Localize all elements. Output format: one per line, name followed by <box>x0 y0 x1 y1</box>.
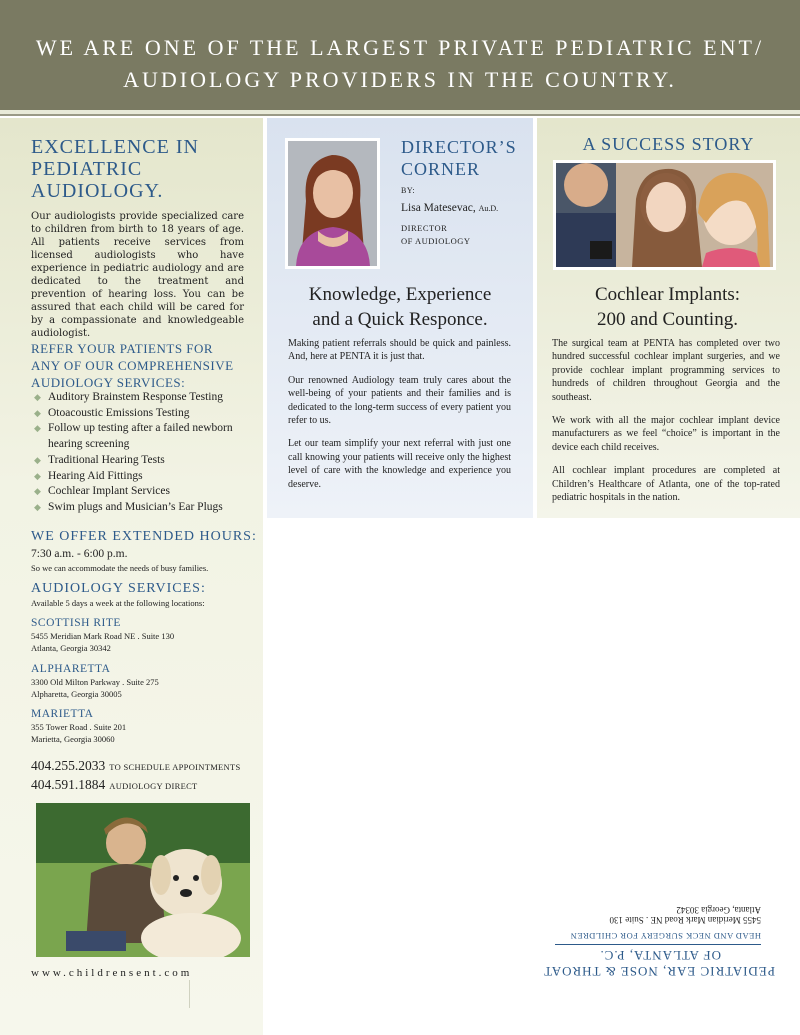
excellence-heading-line-3: AUDIOLOGY. <box>31 180 164 202</box>
success-story-body <box>552 337 780 514</box>
phone-audiology-direct[interactable] <box>31 776 198 794</box>
phone-label: AUDIOLOGY DIRECT <box>109 781 198 791</box>
phone-label: TO SCHEDULE APPOINTMENTS <box>109 762 241 772</box>
bullet-icon: ◆ <box>34 392 41 402</box>
teens-illustration <box>556 163 773 267</box>
location-name: ALPHARETTA <box>31 663 111 675</box>
director-photo <box>285 138 380 269</box>
fold-mark <box>189 980 190 1008</box>
teens-photo <box>553 160 776 270</box>
audiology-services-note: Available 5 days a week at the following locations: <box>31 598 205 608</box>
top-banner <box>0 0 800 110</box>
success-story-title: A SUCCESS STORY <box>582 134 755 154</box>
cochlear-heading-line-2: 200 and Counting. <box>597 309 738 330</box>
hours-note: So we can accommodate the needs of busy families. <box>31 563 209 573</box>
directors-corner-title-line-1: DIRECTOR’S <box>401 137 517 157</box>
website-link[interactable]: www.childrensent.com <box>31 967 193 979</box>
location-address: 3300 Old Milton Parkway . Suite 275 <box>31 677 159 687</box>
director-name-text: Lisa Matesevac, <box>401 202 476 214</box>
byline-label: BY: <box>401 186 416 195</box>
service-label: Traditional Hearing Tests <box>48 453 165 466</box>
location-address: 5455 Meridian Mark Road NE . Suite 130 <box>31 631 175 641</box>
location-name: MARIETTA <box>31 708 94 720</box>
excellence-heading-line-1: EXCELLENCE IN <box>31 136 199 158</box>
success-paragraph: We work with all the major cochlear implant device manufacturers as we feel “choice” is important in the device each child receives. <box>552 415 780 453</box>
service-label: Follow up testing after a failed newborn hearing screening <box>48 422 233 451</box>
hours-heading: WE OFFER EXTENDED HOURS: <box>31 529 257 544</box>
refer-heading-line-2: ANY OF OUR COMPREHENSIVE <box>31 358 234 373</box>
refer-heading-line-1: REFER YOUR PATIENTS FOR <box>31 341 214 356</box>
cochlear-heading-line-1: Cochlear Implants: <box>594 284 741 305</box>
cochlear-heading <box>545 282 790 332</box>
knowledge-heading <box>280 282 520 332</box>
service-label: Swim plugs and Musician’s Ear Plugs <box>48 500 223 513</box>
practice-name-line-2: OF ATLANTA, P.C. <box>599 948 721 963</box>
knowledge-heading-line-2: and a Quick Responce. <box>312 309 488 330</box>
service-label: Otoacoustic Emissions Testing <box>48 406 190 419</box>
hours-time: 7:30 a.m. - 6:00 p.m. <box>31 548 128 560</box>
list-item <box>34 421 262 452</box>
banner-rule-dark <box>0 114 800 116</box>
mailer-rule <box>555 944 761 945</box>
success-paragraph: All cochlear implant procedures are completed at Children’s Healthcare of Atlanta, one of the top-rated pediatric hospitals in the nation. <box>552 465 780 504</box>
list-item <box>34 390 262 406</box>
mailer-return-address <box>515 905 775 979</box>
services-list <box>34 390 262 516</box>
list-item <box>34 500 262 516</box>
service-label: Cochlear Implant Services <box>48 485 170 498</box>
director-role-line-1: DIRECTOR <box>401 223 448 233</box>
mailer-address: 5455 Meridian Mark Road NE . Suite 130 <box>609 915 761 925</box>
director-paragraph: Let our team simplify your next referral with just one call knowing your patients will receive only the highest level of care with the knowledge and experience you deserve. <box>288 438 511 490</box>
excellence-heading <box>31 136 199 202</box>
location-scottish-rite <box>31 616 261 654</box>
refer-heading <box>31 340 234 391</box>
location-alpharetta <box>31 662 261 700</box>
director-paragraph: Making patient referrals should be quick and painless. And, here at PENTA it is just that. <box>288 338 511 363</box>
success-paragraph: The surgical team at PENTA has completed over two hundred successful cochlear implant surgeries, and we provide cochlear implant programming services to hundreds of children throughout Georgia and the southeast. <box>552 338 780 403</box>
bullet-icon: ◆ <box>34 407 41 418</box>
list-item <box>34 469 262 485</box>
refer-heading-line-3: AUDIOLOGY SERVICES: <box>31 375 186 390</box>
bullet-icon: ◆ <box>34 454 41 465</box>
banner-line-2: AUDIOLOGY PROVIDERS IN THE COUNTRY. <box>123 67 677 92</box>
bullet-icon: ◆ <box>34 501 41 512</box>
service-label: Hearing Aid Fittings <box>48 469 143 482</box>
location-marietta <box>31 707 261 745</box>
directors-corner-title <box>401 136 517 180</box>
director-role-line-2: OF AUDIOLOGY <box>401 236 471 246</box>
directors-corner-title-line-2: CORNER <box>401 159 481 179</box>
photo-illustration <box>36 803 250 957</box>
practice-name-line-1: PEDIATRIC EAR, NOSE & THROAT <box>543 964 775 979</box>
banner-headline <box>0 32 800 96</box>
location-city: Atlanta, Georgia 30342 <box>31 643 111 653</box>
practice-tagline: HEAD AND NECK SURGERY FOR CHILDREN <box>570 931 761 941</box>
location-city: Alpharetta, Georgia 30005 <box>31 689 122 699</box>
location-address: 355 Tower Road . Suite 201 <box>31 722 127 732</box>
mailer-city: Atlanta, Georgia 30342 <box>676 905 761 915</box>
list-item <box>34 406 262 422</box>
director-credential: Au.D. <box>478 204 499 213</box>
bullet-icon: ◆ <box>34 486 41 497</box>
phone-appointments[interactable] <box>31 757 241 775</box>
director-name <box>401 202 498 214</box>
audiology-services-heading: AUDIOLOGY SERVICES: <box>31 581 206 596</box>
excellence-heading-line-2: PEDIATRIC <box>31 158 143 180</box>
list-item <box>34 484 262 500</box>
list-item <box>34 453 262 469</box>
location-city: Marietta, Georgia 30060 <box>31 734 115 744</box>
boy-with-dog-photo <box>36 803 250 957</box>
director-paragraph: Our renowned Audiology team truly cares about the well-being of your patients and their families and is dedicated to the long-term success of every patient you refer to us. <box>288 374 511 427</box>
location-name: SCOTTISH RITE <box>31 617 121 629</box>
knowledge-heading-line-1: Knowledge, Experience <box>308 284 492 305</box>
service-label: Auditory Brainstem Response Testing <box>48 391 223 403</box>
director-role <box>401 222 471 248</box>
intro-paragraph: Our audiologists provide specialized care to children from birth to 18 years of age. All patients receive services from licensed audiologists who have experience in pediatric audiology and are dedicated to the treatment and prevention of hearing loss. You can be assured that each child will be cared for by a compassionate and knowledgeable audiologist. <box>31 211 244 339</box>
bullet-icon: ◆ <box>34 470 41 481</box>
directors-corner-body <box>288 337 511 501</box>
banner-line-1: WE ARE ONE OF THE LARGEST PRIVATE PEDIATRIC ENT/ <box>35 35 765 60</box>
phone-number[interactable]: 404.255.2033 <box>31 758 106 773</box>
bullet-icon: ◆ <box>34 423 41 434</box>
phone-number[interactable]: 404.591.1884 <box>31 777 106 792</box>
director-portrait <box>288 141 377 266</box>
